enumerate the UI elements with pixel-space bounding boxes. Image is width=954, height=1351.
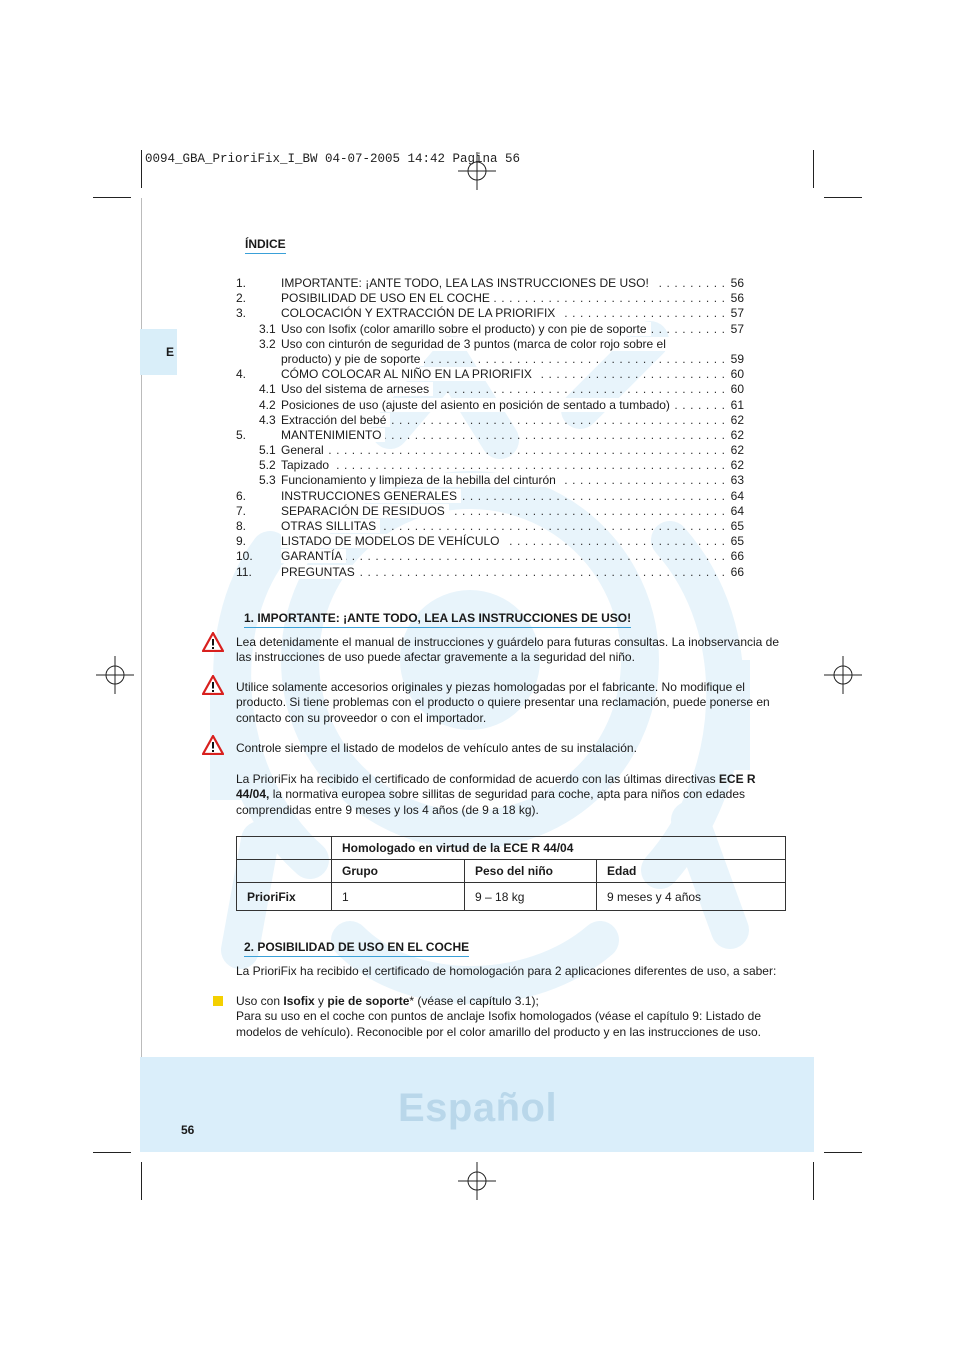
crop-mark (824, 197, 862, 198)
registration-mark-icon (824, 656, 862, 694)
toc-entry-label: POSIBILIDAD DE USO EN EL COCHE (281, 291, 494, 305)
warning-text: Utilice solamente accesorios originales y piezas homologadas por el fabricante. No modifique el producto. Si tiene problemas con el producto o quiere presentar una reclamación, puede ponerse en contacto con su proveedor o con el importador. (236, 680, 770, 725)
toc-entry-number: 2. (236, 291, 247, 306)
page-number: 56 (181, 1123, 195, 1137)
toc-entry (236, 398, 744, 413)
warning-icon (202, 675, 224, 695)
toc-entry (236, 322, 744, 337)
toc-entry-number: 6. (236, 488, 247, 503)
crop-mark (813, 150, 814, 188)
table-cell (237, 860, 332, 883)
homologation-table (236, 836, 786, 911)
toc-entry-number (236, 352, 281, 367)
toc-entry-label: General (281, 443, 328, 457)
toc-entry (236, 565, 744, 580)
registration-mark-icon (458, 1162, 496, 1200)
toc-entry-text (281, 367, 724, 382)
warning-text: Controle siempre el listado de modelos de vehículo antes de su instalación. (236, 741, 637, 755)
toc-entry-label: COLOCACIÓN Y EXTRACCIÓN DE LA PRIORIFIX (281, 306, 559, 320)
toc-entry-number: 5.1 (259, 443, 276, 458)
toc-entry (236, 382, 744, 397)
toc-entry-page: 62 (730, 427, 744, 442)
toc-entry-number: 3.2 (259, 336, 276, 351)
usage-isofix: Isofix (283, 994, 315, 1008)
warning-icon (202, 632, 224, 652)
toc-entry-label: CÓMO COLOCAR AL NIÑO EN LA PRIORIFIX (281, 367, 536, 381)
crop-mark (93, 1152, 131, 1153)
table-cell: 9 meses y 4 años (597, 883, 786, 911)
toc-entry-label: producto) y pie de soporte (281, 352, 424, 366)
toc-entry-page: 62 (730, 458, 744, 473)
table-row-label: PrioriFix (237, 883, 332, 911)
usage-pie: pie de soporte (327, 994, 410, 1008)
toc-entry-label: MANTENIMIENTO (281, 428, 385, 442)
toc-entry (236, 337, 744, 352)
toc-entry (236, 291, 744, 306)
certification-paragraph (236, 772, 786, 818)
warning-icon (202, 735, 224, 755)
toc-entry-text (281, 549, 724, 564)
toc-entry (236, 443, 744, 458)
print-header: 0094_GBA_PrioriFix_I_BW 04-07-2005 14:42 Pagina 56 (145, 152, 521, 166)
toc-entry-label: Uso con cinturón de seguridad de 3 puntos (marca de color rojo sobre el (281, 337, 670, 351)
toc-entry-number: 8. (236, 519, 247, 533)
toc-entry-page: 65 (730, 519, 744, 533)
section2-title: 2. POSIBILIDAD DE USO EN EL COCHE (244, 940, 469, 957)
table-row (237, 860, 786, 883)
toc-entry-text (281, 489, 724, 504)
toc-entry (236, 306, 744, 321)
toc-entry-number: 3.1 (259, 321, 276, 336)
toc-entry-number: 7. (236, 503, 247, 518)
table-cell (237, 837, 332, 860)
toc-entry-text (281, 276, 724, 291)
toc-entry-page: 66 (730, 549, 744, 564)
toc-entry-text (281, 337, 724, 352)
usage-description: Para su uso en el coche con puntos de anclaje Isofix homologados (véase el capítulo 9: Listado de modelos de vehículo). Reconocible por el color amarillo del producto y en las instrucciones de uso. (236, 1009, 762, 1039)
toc-entry-page: 56 (730, 276, 744, 290)
toc-entry-label: Extracción del bebé (281, 413, 390, 427)
toc-entry-number: 4.1 (259, 382, 276, 397)
toc-entry-text (281, 352, 724, 367)
usage-text: * (véase el capítulo 3.1); (409, 994, 539, 1008)
toc-entry-page: 61 (730, 397, 744, 412)
toc-entry-number: 1. (236, 276, 247, 290)
toc-entry-text (281, 322, 724, 337)
toc-entry-number: 10. (236, 549, 253, 564)
toc-entry-text (281, 458, 724, 473)
cert-text: La PrioriFix ha recibido el certificado de conformidad de acuerdo con las últimas directivas (236, 772, 719, 786)
table-header: Homologado en virtud de la ECE R 44/04 (332, 837, 786, 860)
toc-entry-page (724, 337, 744, 352)
toc-entry-page: 60 (730, 367, 744, 382)
warning-text: Lea detenidamente el manual de instrucciones y guárdelo para futuras consultas. La inobservancia de las instrucciones de uso puede afectar gravemente a la seguridad del niño. (236, 635, 780, 665)
toc-entry (236, 458, 744, 473)
usage-paragraph (236, 994, 786, 1040)
toc-entry-text (281, 428, 724, 443)
table-col-header: Edad (597, 860, 786, 883)
toc-entry (236, 534, 744, 549)
toc-entry-text (281, 398, 724, 413)
toc-entry-page: 57 (730, 321, 744, 336)
toc-entry-label: Posiciones de uso (ajuste del asiento en posición de sentado a tumbado) (281, 398, 674, 412)
toc-entry (236, 473, 744, 488)
toc-entry-text (281, 519, 724, 534)
toc-entry-page: 65 (730, 534, 744, 549)
toc-entry-text (281, 306, 724, 321)
toc-entry-label: Uso con Isofix (color amarillo sobre el producto) y con pie de soporte (281, 322, 651, 336)
toc-entry (236, 519, 744, 534)
toc-entry-text (281, 473, 724, 488)
crop-mark (141, 1162, 142, 1200)
toc-entry-number: 5. (236, 427, 247, 442)
toc-entry-number: 4.3 (259, 412, 276, 427)
toc-entry-label: Funcionamiento y limpieza de la hebilla del cinturón (281, 473, 560, 487)
toc-entry-text (281, 443, 724, 458)
usage-text: y (314, 994, 328, 1008)
toc-entry-page: 59 (730, 351, 744, 366)
toc-entry (236, 413, 744, 428)
section1-title: 1. IMPORTANTE: ¡ANTE TODO, LEA LAS INSTRUCCIONES DE USO! (244, 611, 631, 628)
language-tab (140, 329, 177, 375)
toc-entry-page: 56 (730, 291, 744, 306)
toc-entry-page: 64 (730, 488, 744, 503)
toc-entry (236, 367, 744, 382)
toc-entry-text (281, 413, 724, 428)
toc-entry-page: 57 (730, 306, 744, 321)
toc-entry-page: 60 (730, 382, 744, 397)
toc-entry (236, 428, 744, 443)
toc-entry-label: OTRAS SILLITAS (281, 519, 380, 533)
toc-entry-label: PREGUNTAS (281, 565, 359, 579)
crop-mark (824, 1152, 862, 1153)
toc-entry-text (281, 382, 724, 397)
index-title: ÍNDICE (245, 237, 286, 254)
toc-entry-number: 4. (236, 367, 247, 382)
toc-entry-text (281, 534, 724, 549)
toc-entry-text (281, 504, 724, 519)
toc-entry-number: 5.3 (259, 473, 276, 488)
registration-mark-icon (96, 656, 134, 694)
toc-entry (236, 352, 744, 367)
table-of-contents (236, 276, 744, 580)
toc-entry-label: Tapizado (281, 458, 333, 472)
footer-language-title: Español (398, 1086, 558, 1130)
cert-text: la normativa europea sobre sillitas de seguridad para coche, apta para niños con edades comprendidas entre 9 meses y los 4 años (de 9 a 18 kg). (236, 787, 746, 817)
toc-entry (236, 504, 744, 519)
toc-entry-text (281, 565, 724, 580)
toc-entry-label: INSTRUCCIONES GENERALES (281, 489, 461, 503)
toc-entry-label: IMPORTANTE: ¡ANTE TODO, LEA LAS INSTRUCCIONES DE USO! (281, 276, 653, 290)
toc-entry-page: 66 (730, 564, 744, 579)
toc-entry-page: 62 (730, 412, 744, 427)
table-col-header: Peso del niño (465, 860, 597, 883)
toc-entry-label: LISTADO DE MODELOS DE VEHÍCULO (281, 534, 504, 548)
table-row (237, 883, 786, 911)
toc-entry-label: Uso del sistema de arneses (281, 382, 433, 396)
section2-intro: La PrioriFix ha recibido el certificado de homologación para 2 aplicaciones diferentes de uso, a saber: (236, 964, 777, 978)
toc-entry-page: 63 (730, 473, 744, 488)
toc-entry (236, 549, 744, 564)
toc-entry-page: 64 (730, 503, 744, 518)
toc-entry-page: 62 (730, 443, 744, 458)
table-cell: 1 (332, 883, 465, 911)
toc-entry-label: SEPARACIÓN DE RESIDUOS (281, 504, 449, 518)
toc-entry (236, 489, 744, 504)
toc-entry-number: 9. (236, 534, 247, 549)
toc-entry-number: 11. (236, 564, 252, 579)
toc-entry-text (281, 291, 724, 306)
crop-mark (813, 1162, 814, 1200)
toc-entry-label: GARANTÍA (281, 549, 346, 563)
toc-entry-number: 4.2 (259, 397, 276, 412)
registration-mark-icon (458, 152, 496, 190)
cert-standard: ECE R 44/04, (236, 772, 756, 802)
table-row (237, 837, 786, 860)
crop-mark (93, 197, 131, 198)
language-tab-label: E (166, 345, 175, 359)
crop-mark (141, 150, 142, 188)
toc-entry-number: 5.2 (259, 458, 276, 473)
toc-entry (236, 276, 744, 291)
table-col-header: Grupo (332, 860, 465, 883)
usage-text: Uso con (236, 994, 284, 1008)
yellow-bullet-icon (213, 996, 223, 1006)
table-cell: 9 – 18 kg (465, 883, 597, 911)
toc-entry-number: 3. (236, 306, 247, 321)
